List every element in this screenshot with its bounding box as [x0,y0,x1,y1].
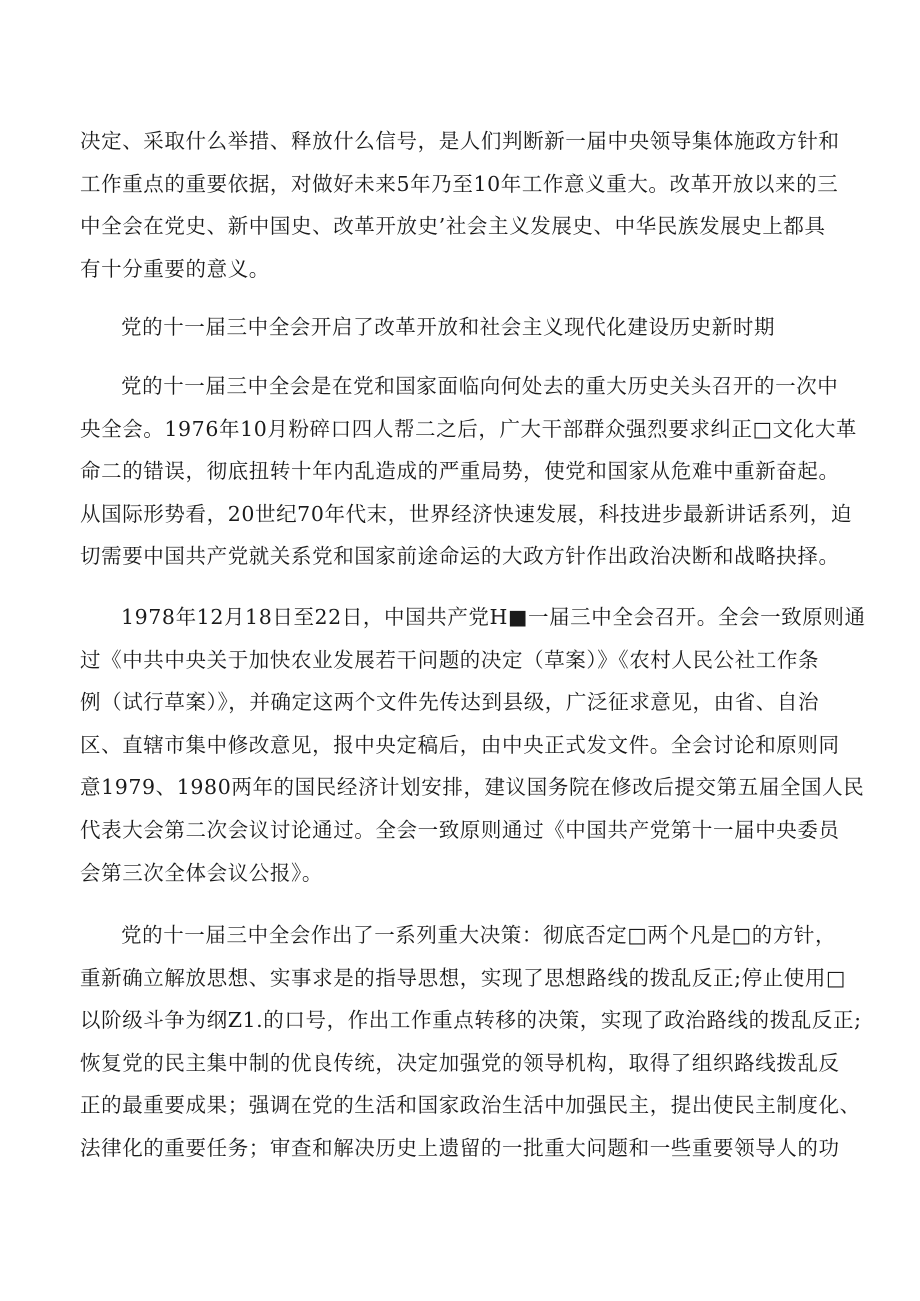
document-page [80,120,866,1170]
text-line: 切需要中国共产党就关系党和国家前途命运的大政方针作出政治决断和战略抉择。 [80,544,840,569]
text-line: 工作重点的重要依据，对做好未来5年乃至10年工作意义重大。改革开放以来的三 [80,171,839,196]
text-line: 中全会在党史、新中国史、改革开放史’社会主义发展史、中华民族发展史上都具 [80,214,826,239]
text-line: 会第三次全体会议公报》。 [80,860,323,885]
text-line: 正的最重要成果；强调在党的生活和国家政治生活中加强民主，提出使民主制度化、 [80,1093,861,1118]
paragraph-2 [80,596,866,894]
text-line: 法律化的重要任务；审查和解决历史上遗留的一批重大问题和一些重要领导人的功 [80,1136,840,1161]
paragraph-intro [80,120,850,290]
paragraph-1 [80,365,858,578]
text-line: 以阶级斗争为纲Z1.的口号，作出工作重点转移的决策，实现了政治路线的拨乱反正; [80,1008,862,1033]
text-line: 1978年12月18日至22日，中国共产党H■一届三中全会召开。全会一致原则通 [121,604,866,629]
text-line: 例（试行草案）》，并确定这两个文件先传达到县级，广泛征求意见，由省、自治 [80,690,820,715]
text-line: 区、直辖市集中修改意见，报中央定稿后，由中央正式发文件。全会讨论和原则同 [80,732,840,757]
text-line: 命二的错误，彻底扭转十年内乱造成的严重局势，使党和国家从危难中重新奋起。 [80,459,840,484]
text-line: 代表大会第二次会议讨论通过。全会一致原则通过《中国共产党第十一届中央委员 [80,817,840,842]
text-line: 有十分重要的意义。 [80,256,270,281]
section-heading [80,306,850,349]
text-line: 过《中共中央关于加快农业发展若干问题的决定（草案）》《农村人民公社工作条 [80,647,820,672]
heading-line: 党的十一届三中全会开启了改革开放和社会主义现代化建设历史新时期 [121,315,776,340]
text-line: 决定、采取什么举措、释放什么信号，是人们判断新一届中央领导集体施政方针和 [80,129,840,153]
text-line: 意1979、1980两年的国民经济计划安排，建议国务院在修改后提交第五届全国人民 [80,775,865,800]
text-line: 从国际形势看，20世纪70年代末，世界经济快速发展，科技进步最新讲话系列，迫 [80,501,852,526]
paragraph-3 [80,914,862,1170]
text-line: 恢复党的民主集中制的优良传统，决定加强党的领导机构，取得了组织路线拨乱反 [80,1050,840,1075]
text-line: 央全会。1976年10月粉碎口四人帮二之后，广大干部群众强烈要求纠正□文化大革 [80,416,858,441]
text-line: 重新确立解放思想、实事求是的指导思想，实现了思想路线的拨乱反正;停止使用□ [80,965,846,990]
text-line: 党的十一届三中全会是在党和国家面临向何处去的重大历史关头召开的一次中 [121,373,839,398]
text-line: 党的十一届三中全会作出了一系列重大决策：彻底否定□两个凡是□的方针， [121,923,837,948]
